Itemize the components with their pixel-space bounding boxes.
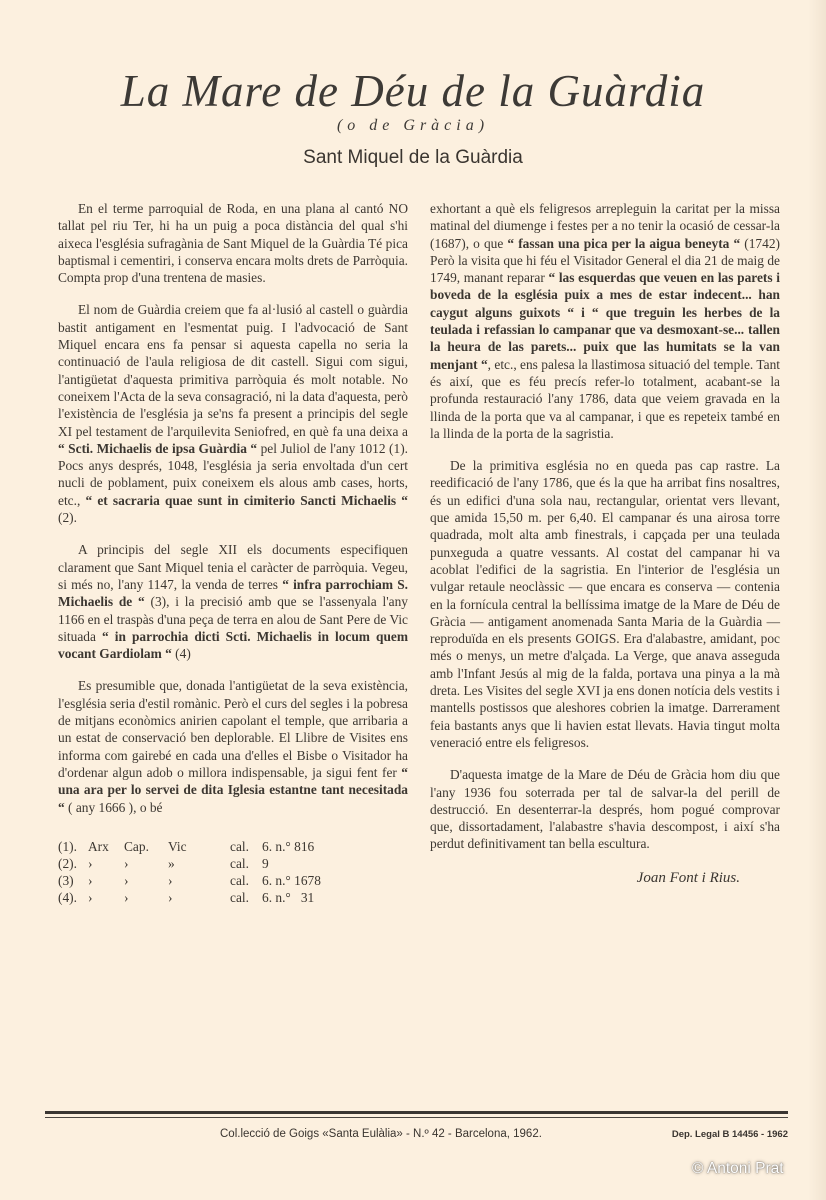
left-column bbox=[58, 200, 408, 906]
colophon: Col.lecció de Goigs «Santa Eulàlia» - N.º 42 - Barcelona, 1962. bbox=[220, 1128, 542, 1140]
latin-quote: “ infra parrochiam S. Michaelis de “ bbox=[58, 576, 408, 610]
footnote-chapter: › bbox=[124, 855, 129, 871]
latin-quote: “ in parrochia dicti Scti. Michaelis in locum quem vocant Gardiolam “ bbox=[58, 628, 408, 662]
latin-quote: “ et sacraria quae sunt in cimiterio Sancti Michaelis “ bbox=[85, 492, 408, 508]
text: exhortant a què els feligresos arrepleguin la caritat per la missa matinal del diumenge i festes per a no tenir la ocasió de cessar-la (1687), o que bbox=[430, 201, 780, 251]
paragraph-reconstruction: De la primitiva església no en queda pas cap rastre. La reedificació de l'any 1786, que és la que ha arribat fins nosaltres, és un edifici d'una sola nau, rectangular, orientat vers llevant, que amida 15,50 m. per 6,40. El campanar és una airosa torre quadrada, molt alta amb finestrals, i capçada per una teulada punxeguda a quatre vessants. Al costat del campanar hi va acoblat l'edifici de la sagristia. En l'interior de l'església un vulgar retaule neoclàssic — que encara es conserva — contenia en la fornícula central la bellíssima imatge de la Mare de Déu de Gràcia — antigament anomenada Santa Maria de la Guàrdia — reproduïda en els presents GOIGS. Era d'alabastre, amidant, poc més o menys, un metre d'alçada. La Verge, que anava asseguda amb l'Infant Jesús al mig de la falda, portava una pinya a la mà dreta. Les Visites del segle XVI ja ens donen notícia dels vestits i mantells postissos que aleshores cobrien la imatge. Darrerament feia bastants anys que li havien estat llevats. Havia tingut molta veneració entre els feligresos. bbox=[430, 458, 780, 750]
footer-line bbox=[45, 1127, 788, 1141]
paragraph-roda: En el terme parroquial de Roda, en una plana al cantó NO tallat pel riu Ter, hi ha un puig a poca distància del qual s'hi aixeca l'església sufragània de Sant Miquel de la Guàrdia Té pica baptismal i cementiri, i conserva encara molts drets de Parròquia. Compta prop d'una trentena de masies. bbox=[58, 201, 408, 286]
footer-rule-thick bbox=[45, 1111, 788, 1114]
paragraph-1936: D'aquesta imatge de la Mare de Déu de Gràcia hom diu que l'any 1936 fou soterrada per tal de salvar-la del perill de destrucció. En desenterrar-la després, hom pogué comprovar que, dissortadament, l'alabastre s'havia descompost, i així s'ha perdut definitivament tan bella escultura. bbox=[430, 767, 780, 852]
text: , etc., ens palesa la llastimosa situació del temple. Tant és així, que es féu precís refer-lo totalment, acabant-se la profunda restauració l'any 1786, data que veiem gravada en la llinda de la porta que va al campanar, i que es repeteix també en la llinda de la porta de la sagristia. bbox=[430, 356, 780, 441]
footnote-city: › bbox=[168, 872, 173, 888]
footnote-archive: › bbox=[88, 855, 93, 871]
footnote-ref: 6. n.° 816 bbox=[262, 838, 315, 854]
right-column bbox=[430, 200, 780, 888]
footnote-2 bbox=[58, 855, 408, 872]
footnotes bbox=[58, 838, 408, 906]
footnote-chapter: › bbox=[124, 872, 129, 888]
footnote-number: (3) bbox=[58, 872, 74, 888]
footnote-number: (4). bbox=[58, 889, 77, 905]
footnote-chapter: Cap. bbox=[124, 838, 149, 854]
footer-rule-thin bbox=[45, 1117, 788, 1118]
text: A principis del segle XII els documents especifiquen clarament que Sant Miquel tenia el caràcter de parròquia. Vegeu, si més no, l'any 1147, la venda de terres bbox=[58, 542, 408, 592]
paragraph-visits bbox=[430, 200, 780, 442]
footnote-cal: cal. bbox=[230, 855, 249, 871]
footnote-4 bbox=[58, 889, 408, 906]
legal-deposit: Dep. Legal B 14456 - 1962 bbox=[671, 1129, 788, 1140]
paragraph-name-origin bbox=[58, 301, 408, 526]
footnote-ref: 6. n.° 31 bbox=[262, 889, 315, 905]
quote: “ las esquerdas que veuen en las parets i boveda de la església puix a mes de estar indecent... han caygut alguns guixots “ i “ que treguin les herbes de la teulada i refassian lo campanar que va desmoxant-se... tallen la heura de las parets... puix que las humitats se la van menjant “ bbox=[430, 270, 780, 372]
footnote-number: (1). bbox=[58, 838, 77, 854]
footnote-number: (2). bbox=[58, 855, 77, 871]
footnote-3 bbox=[58, 872, 408, 889]
footnote-city: › bbox=[168, 889, 173, 905]
latin-quote: “ Scti. Michaelis de ipsa Guàrdia “ bbox=[58, 440, 258, 456]
footnote-cal: cal. bbox=[230, 889, 249, 905]
text: (1742) Però la visita que hi féu el Visitador General el dia 21 de maig de 1749, manant reparar bbox=[430, 235, 780, 286]
footnote-ref: 6. n.° 1678 bbox=[262, 872, 321, 888]
paragraph-romanesque bbox=[58, 677, 408, 815]
text: (2). bbox=[58, 510, 77, 526]
footnote-ref: 9 bbox=[262, 855, 269, 871]
text: (3), i la precisió amb que se l'assenyala l'any 1166 en el traspàs d'una peça de terra en alou de Sant Pere de Vic situada bbox=[58, 594, 408, 644]
footnote-archive: › bbox=[88, 889, 93, 905]
footnote-1 bbox=[58, 838, 408, 855]
section-heading: Sant Miquel de la Guàrdia bbox=[303, 147, 523, 168]
footnote-city: » bbox=[168, 855, 175, 871]
footnote-cal: cal. bbox=[230, 872, 249, 888]
text: (4) bbox=[171, 646, 191, 662]
text: El nom de Guàrdia creiem que fa al·lusió al castell o guàrdia bastit antigament en l'esmentat puig. I l'advocació de Sant Miquel encara ens fa pensar si aquesta capella no seria la continuació de l'aula religiosa de dit castell. Sigui com sigui, l'antigüetat d'aquesta primitiva parròquia és molt notable. No coneixem l'Acta de la seva consagració, ni la data d'aquesta, però l'existència de l'església ja se'ns fa present a principis del segle XI pel testament de l'arquilevita Seniofred, en què fa una deixa a bbox=[58, 302, 408, 439]
footnote-archive: › bbox=[88, 872, 93, 888]
text: Es presumible que, donada l'antigüetat de la seva existència, l'església seria d'estil romànic. Però el curs del segles i la pobresa de mitjans econòmics anirien capolant el temple, que arribaria a un estat de conservació ben deplorable. El Llibre de Visites ens informa com gairebé en cada una d'elles el Bisbe o Visitador ha d'ordenar algun adob o millora indispensable, ja sigui fent fer bbox=[58, 678, 408, 780]
footnote-archive: Arx bbox=[88, 838, 109, 854]
article-body bbox=[58, 200, 780, 906]
page-edge-shadow bbox=[808, 0, 826, 1200]
latin-quote: “ una ara per lo servei de dita Iglesia estantne tant necesitada “ bbox=[58, 764, 408, 815]
author-signature: Joan Font i Rius. bbox=[636, 869, 740, 886]
page-subtitle: (o de Gràcia) bbox=[336, 117, 490, 134]
paragraph-parish bbox=[58, 541, 408, 662]
text: ( any 1666 ), o bé bbox=[64, 799, 163, 815]
text: pel Juliol de l'any 1012 (1). Pocs anys després, 1048, l'església ja seria envoltada d'un cert nucli de poblament, puix coneixem els alous amb cases, horts, etc., bbox=[58, 440, 409, 508]
footnote-city: Vic bbox=[168, 838, 187, 854]
page-title: La Mare de Déu de la Guàrdia bbox=[120, 66, 706, 116]
copyright-watermark: © Antoni Prat bbox=[692, 1160, 784, 1177]
footer bbox=[45, 1111, 788, 1141]
footnote-cal: cal. bbox=[230, 838, 249, 854]
footnote-chapter: › bbox=[124, 889, 129, 905]
quote: “ fassan una pica per la aigua beneyta “ bbox=[507, 235, 741, 251]
